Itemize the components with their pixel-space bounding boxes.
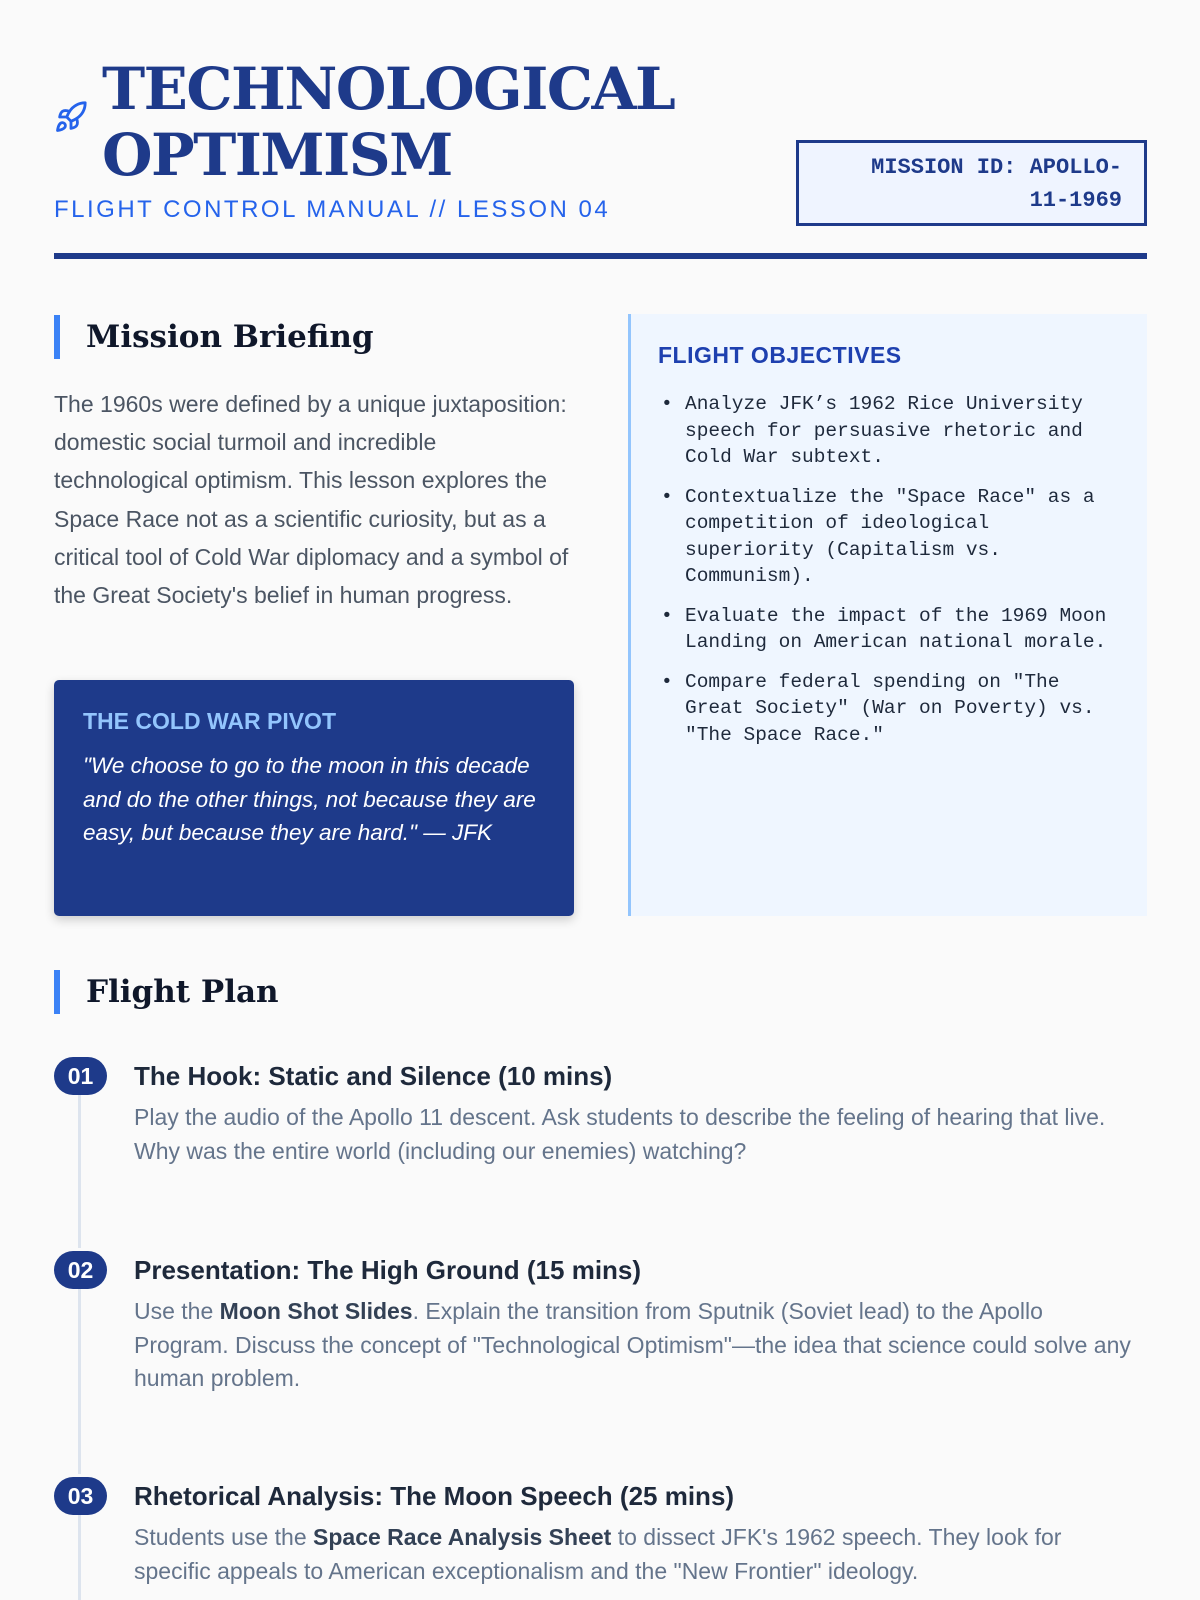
step-desc-text: Students use the xyxy=(134,1524,314,1550)
step-timeline-line xyxy=(78,1515,81,1600)
step-description xyxy=(134,1295,1139,1396)
step-desc-text: to dissect JFK's 1962 speech. They look for specific appeals to American exceptionalism and the "New Frontier" ideology. xyxy=(134,1524,1062,1584)
mission-id-line-2: 11-1969 xyxy=(1029,188,1122,213)
objective-item xyxy=(658,603,1127,656)
page-subtitle: FLIGHT CONTROL MANUAL // LESSON 04 xyxy=(54,196,611,223)
mission-id-badge xyxy=(796,140,1147,226)
step-desc-text: Use the xyxy=(134,1298,220,1324)
objective-text: Evaluate the impact of the 1969 Moon Landing on American national morale. xyxy=(685,604,1107,653)
lesson-page xyxy=(54,0,1147,1584)
step-number: 02 xyxy=(54,1251,107,1289)
step-description: Play the audio of the Apollo 11 descent. Ask students to describe the feeling of hearing that live. Why was the entire world (including our enemies) watching? xyxy=(134,1104,1106,1164)
objective-text: Analyze JFK’s 1962 Rice University speech for persuasive rhetoric and Cold War subtext. xyxy=(685,393,1083,468)
objectives-list xyxy=(658,391,1127,748)
objective-text: Contextualize the "Space Race" as a competition of ideological superiority (Capitalism vs. Communism). xyxy=(685,485,1095,587)
cold-war-pivot-card xyxy=(54,680,574,916)
page-title xyxy=(102,56,742,188)
mission-id-line-1: MISSION ID: APOLLO- xyxy=(871,155,1122,180)
page-title-line-2: OPTIMISM xyxy=(102,121,452,189)
objective-item xyxy=(658,484,1127,590)
objective-item xyxy=(658,391,1127,471)
moon-shot-slides-label: Moon Shot Slides xyxy=(219,1298,413,1324)
bullet-icon: • xyxy=(661,604,673,627)
page-header xyxy=(54,0,1147,260)
flight-plan-heading: Flight Plan xyxy=(54,970,279,1014)
step-number: 01 xyxy=(54,1057,107,1095)
analysis-sheet-label: Space Race Analysis Sheet xyxy=(313,1524,612,1550)
step-description xyxy=(134,1521,1139,1588)
step-timeline-line xyxy=(78,1095,81,1248)
pivot-title: THE COLD WAR PIVOT xyxy=(83,708,336,734)
step-title: Rhetorical Analysis: The Moon Speech (25 mins) xyxy=(134,1481,735,1511)
bullet-icon: • xyxy=(661,393,673,415)
objective-text: Compare federal spending on "The Great Society" (War on Poverty) vs. "The Space Race." xyxy=(685,670,1095,746)
step-title: Presentation: The High Ground (15 mins) xyxy=(134,1255,642,1285)
step-timeline-line xyxy=(78,1289,81,1474)
briefing-text: The 1960s were defined by a unique juxtaposition: domestic social turmoil and incredible technological optimism. This lesson explores the Space Race not as a scientific curiosity, but as a critical tool of Cold War diplomacy and a symbol of the Great Society's belief in human progress. xyxy=(54,391,569,609)
header-divider xyxy=(54,253,1147,259)
flight-objectives-panel xyxy=(628,314,1147,916)
objective-item xyxy=(658,669,1127,749)
step-title: The Hook: Static and Silence (10 mins) xyxy=(134,1061,613,1091)
page-title-line-1: TECHNOLOGICAL xyxy=(102,55,675,123)
bullet-icon: • xyxy=(661,670,673,693)
step-number: 03 xyxy=(54,1477,107,1515)
step-desc-text: . Explain the transition from Sputnik (Soviet lead) to the Apollo Program. Discuss the concept of "Technological Optimism"—the idea that science could solve any human problem. xyxy=(134,1298,1131,1391)
objectives-title: FLIGHT OBJECTIVES xyxy=(658,342,902,368)
mission-briefing-heading: Mission Briefing xyxy=(54,315,374,359)
pivot-quote: "We choose to go to the moon in this decade and do the other things, not because they are easy, but because they are hard." — JFK xyxy=(83,753,536,845)
bullet-icon: • xyxy=(661,485,673,508)
rocket-icon xyxy=(54,100,88,134)
